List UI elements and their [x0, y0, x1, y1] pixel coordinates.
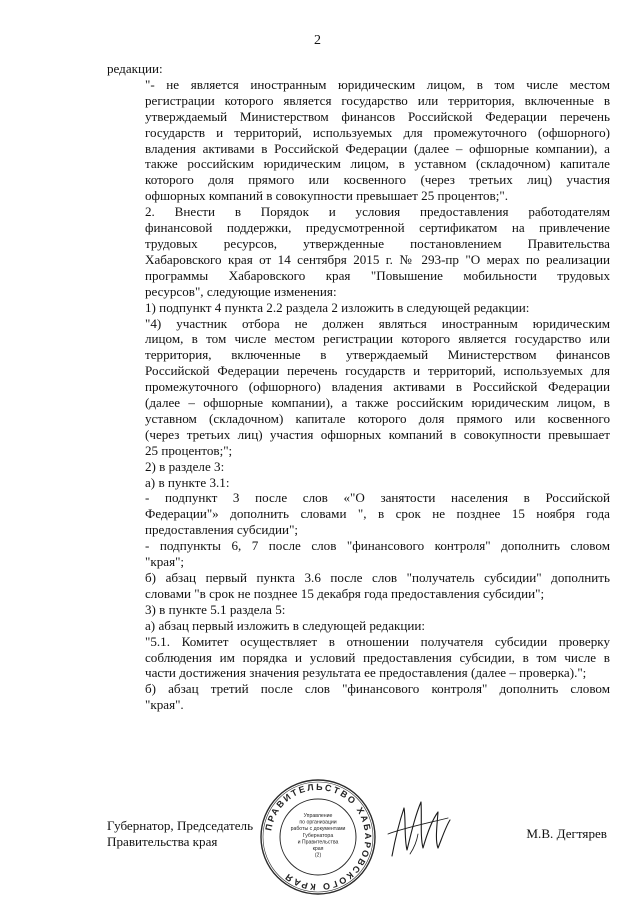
text-line: государств и территорий, используемых для промежуточного (офшорного) [145, 124, 610, 140]
paragraph [107, 570, 610, 602]
text-line: Хабаровского края от 14 сентября 2015 г. № 293-пр "О мерах по реализации [145, 251, 610, 267]
text-line: Российской Федерации перечень государств и территорий, используемых для [145, 363, 610, 379]
text-line: а) в пункте 3.1: [145, 474, 230, 490]
paragraph [107, 602, 610, 618]
signer-name: М.В. Дегтярев [526, 826, 607, 841]
paragraph [107, 77, 610, 204]
text-line: словами "в срок не позднее 15 декабря года предоставления субсидии"; [145, 585, 545, 601]
text-line: (через третьих лиц) участия офшорных компаний в совокупности превышает [145, 426, 610, 442]
paragraph [107, 490, 610, 538]
text-line: офшорных компаний в совокупности превышает 25 процентов;". [145, 188, 508, 204]
text-line: владения активами в Российской Федерации (далее – офшорные компании), а [145, 140, 610, 156]
text-line: трудовых ресурсов, утвержденные постановлением Правительства [145, 235, 610, 251]
text-line: - подпункт 3 после слов «"О занятости населения в Российской [145, 490, 610, 506]
text-line: - подпункты 6, 7 после слов "финансового контроля" дополнить словом [145, 538, 610, 554]
text-line: б) абзац третий после слов "финансового контроля" дополнить словом [145, 681, 610, 697]
text-line: утверждаемый Министерством финансов Российской Федерации перечень [145, 108, 610, 124]
seal-center-line: Губернатора [302, 832, 334, 839]
seal-center-line: (2) [314, 852, 322, 859]
paragraph [107, 204, 610, 299]
seal-center-line: работы с документами [290, 826, 346, 833]
paragraph [107, 475, 610, 491]
text-line: регистрации которого является государство или территория, включенные в [145, 92, 610, 108]
paragraph [107, 459, 610, 475]
official-seal [258, 777, 378, 897]
text-line: 25 процентов;"; [145, 442, 233, 458]
text-line: лицом, в том числе местом регистрации которого является государство или [145, 331, 610, 347]
text-line: ресурсов", следующие изменения: [145, 283, 337, 299]
text-line: 2) в разделе 3: [145, 458, 225, 474]
text-line: финансовой поддержки, предусмотренной сертификатом на привлечение [145, 220, 610, 236]
text-line: "4) участник отбора не должен являться иностранным юридическим [145, 315, 610, 331]
text-line: которого доля прямого или косвенного (через третьих лиц) участия [145, 172, 610, 188]
signer-position-line2: Правительства края [107, 834, 218, 849]
text-line: "- не является иностранным юридическим лицом, в том числе местом [145, 76, 610, 92]
seal-center-line: края [312, 846, 324, 852]
text-line: редакции: [107, 61, 163, 76]
text-line: б) абзац первый пункта 3.6 после слов "получатель субсидии" дополнить [145, 570, 610, 585]
text-line: программы Хабаровского края "Повышение мобильности трудовых [145, 267, 610, 283]
text-line: 3) в пункте 5.1 раздела 5: [145, 601, 286, 617]
seal-center-line: по организации [299, 819, 337, 826]
paragraph [107, 61, 610, 77]
text-line: уставном (складочном) капитале которого доля прямого или косвенного [145, 410, 610, 426]
text-line: "края"; [145, 554, 185, 570]
handwritten-signature [380, 790, 455, 865]
text-line: предоставления субсидии"; [145, 522, 299, 538]
text-line: (далее – офшорные компании), а также российским юридическим лицом, в [145, 395, 610, 411]
paragraph [107, 316, 610, 459]
seal-center-line: и Правительства [297, 839, 339, 846]
text-line: а) абзац первый изложить в следующей редакции: [145, 617, 426, 633]
text-line: промежуточного (офшорного) владения активами в Российской Федерации [145, 379, 610, 395]
paragraph [107, 300, 610, 316]
seal-center-line: Управление [303, 813, 333, 819]
text-line: "края". [145, 697, 184, 713]
paragraph [107, 538, 610, 570]
text-line: "5.1. Комитет осуществляет в отношении получателя субсидии проверку [145, 633, 610, 649]
signer-position [107, 818, 253, 850]
text-line: также российским юридическим лицом, в уставном (складочном) капитале [145, 156, 610, 172]
signer-position-line1: Губернатор, Председатель [107, 818, 254, 833]
text-line: 2. Внести в Порядок и условия предоставления работодателям [145, 204, 610, 220]
text-line: территория, включенные в утверждаемый Министерством финансов [145, 347, 610, 363]
paragraph [107, 681, 610, 713]
document-body [107, 61, 610, 713]
text-line: Федерации"» дополнить словами ", в срок не позднее 15 ноября года [145, 506, 610, 522]
page-number: 2 [314, 33, 321, 48]
text-line: соблюдения им порядка и условий предоставления субсидии, в том числе в [145, 649, 610, 665]
text-line: части достижения значения результата ее предоставления (далее – проверка)."; [145, 665, 587, 681]
seal-ring-text: ПРАВИТЕЛЬСТВО ХАБАРОВСКОГО КРАЯ [263, 781, 374, 893]
text-line: 1) подпункт 4 пункта 2.2 раздела 2 изложить в следующей редакции: [145, 299, 530, 315]
paragraph [107, 618, 610, 634]
paragraph [107, 634, 610, 682]
